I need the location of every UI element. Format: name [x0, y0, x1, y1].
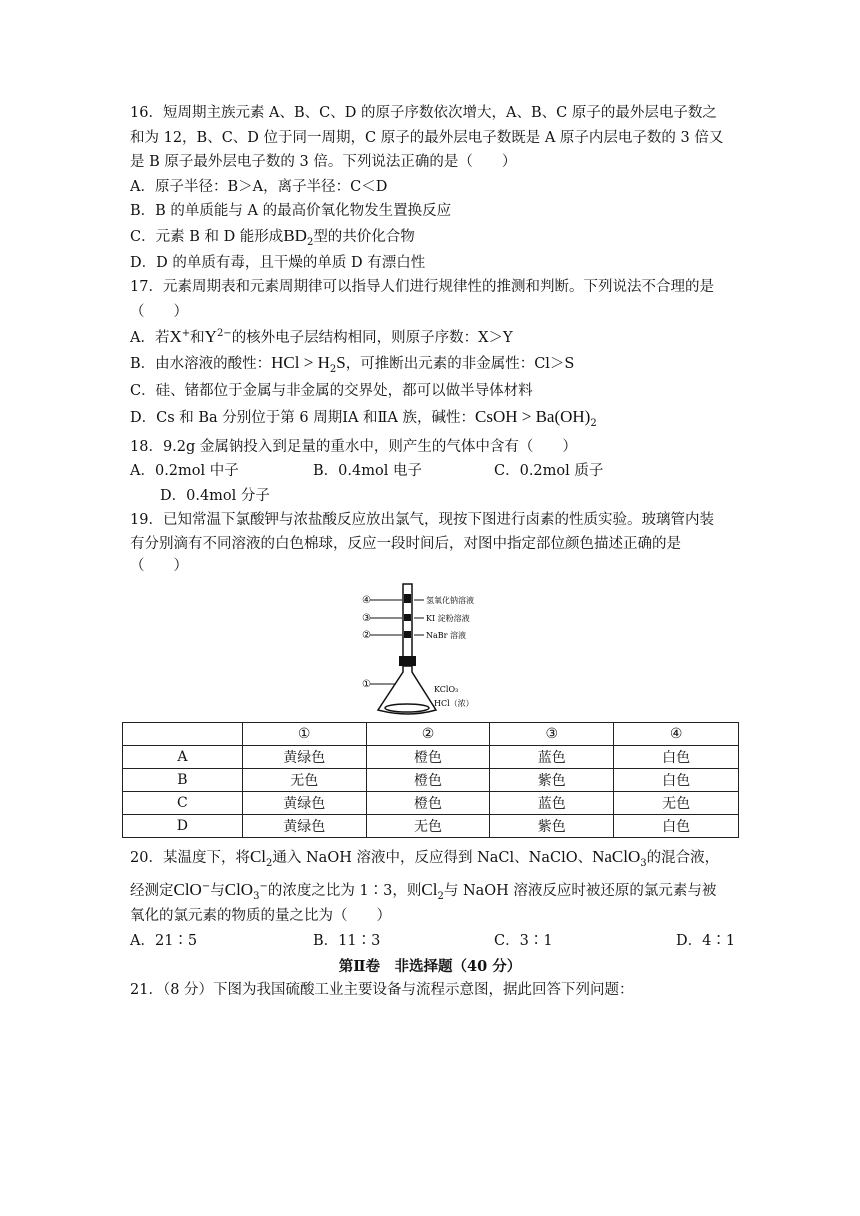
- table-row-label: B: [123, 769, 243, 792]
- q16-stem-line3: 是 B 原子最外层电子数的 3 倍。下列说法正确的是（ ）: [130, 154, 517, 170]
- table-cell: 黄绿色: [242, 746, 366, 769]
- table-cell: 无色: [366, 815, 490, 838]
- figure-text-ki: KI 淀粉溶液: [426, 614, 470, 623]
- q17-option-b: B．由水溶液的酸性：HCl > $H_2S$，可推断出元素的非金属性：Cl＞S: [130, 353, 575, 375]
- cotton-ball-2: [404, 631, 411, 638]
- q19-stem-line2: 有分别滴有不同溶液的白色棉球，反应一段时间后，对图中指定部位颜色描述正确的是: [130, 536, 681, 552]
- q18-option-b: B．0.4mol 电子: [313, 463, 422, 479]
- q16-option-a: A．原子半径：B＞A，离子半径：C＜D: [130, 179, 388, 195]
- figure-label-1: ①: [362, 679, 371, 690]
- q17-option-c: C．硅、锗都位于金属与非金属的交界处，都可以做半导体材料: [130, 383, 533, 399]
- cotton-ball-3: [404, 614, 411, 621]
- q17-stem-line1: 17．元素周期表和元素周期律可以指导人们进行规律性的推测和判断。下列说法不合理的是: [130, 279, 714, 295]
- table-cell: 无色: [614, 792, 739, 815]
- table-cell: 橙色: [366, 746, 490, 769]
- figure-text-nabr: NaBr 溶液: [426, 631, 467, 640]
- q18-option-c: C．0.2mol 质子: [494, 463, 604, 479]
- figure-text-hcl: HCl（浓）: [434, 699, 474, 708]
- table-cell: 紫色: [490, 769, 614, 792]
- q17-option-a: A．若X+和$Y^{2-}$的核外电子层结构相同，则原子序数：X＞Y: [130, 327, 513, 346]
- table-cell: 白色: [614, 815, 739, 838]
- table-cell: 橙色: [366, 769, 490, 792]
- q19-stem-line1: 19．已知常温下氯酸钾与浓盐酸反应放出氯气，现按下图进行卤素的性质实验。玻璃管内装: [130, 512, 714, 528]
- table-cell: 白色: [614, 746, 739, 769]
- table-row: [123, 746, 739, 769]
- q17-option-d: D．Cs 和 Ba 分别位于第 6 周期ⅠA 和ⅡA 族，碱性：CsOH > $Ba(OH)_2$: [130, 407, 597, 429]
- table-cell: 黄绿色: [242, 792, 366, 815]
- table-row-label: A: [123, 746, 243, 769]
- q16-stem-line1: 16．短周期主族元素 A、B、C、D 的原子序数依次增大，A、B、C 原子的最外层电子数之: [130, 105, 717, 121]
- table-cell: 白色: [614, 769, 739, 792]
- q20-stem-line3: 氧化的氯元素的物质的量之比为（ ）: [130, 908, 391, 924]
- figure-label-4: ④: [362, 595, 371, 606]
- q16-option-b: B．B 的单质能与 A 的最高价氧化物发生置换反应: [130, 203, 452, 219]
- table-row: [123, 815, 739, 838]
- table-header-cell: [123, 723, 243, 746]
- table-row-label: D: [123, 815, 243, 838]
- cotton-ball-4: [404, 594, 411, 603]
- table-cell: 蓝色: [490, 746, 614, 769]
- figure-label-2: ②: [362, 630, 371, 641]
- table-cell: 黄绿色: [242, 815, 366, 838]
- q20-option-a: A．21∶5: [130, 933, 198, 949]
- table-header-cell: ②: [366, 723, 490, 746]
- table-cell: 紫色: [490, 815, 614, 838]
- table-row: [123, 769, 739, 792]
- apparatus-figure: [362, 580, 512, 720]
- q16-stem-line2: 和为 12，B、C、D 位于同一周期，C 原子的最外层电子数既是 A 原子内层电子数的 3 倍又: [130, 130, 724, 146]
- q20-option-b: B．11∶3: [313, 933, 381, 949]
- table-header-cell: ①: [242, 723, 366, 746]
- section-ii-title: 第Ⅱ卷 非选择题（40 分）: [338, 958, 522, 975]
- table-row-label: C: [123, 792, 243, 815]
- figure-text-naoh: 氢氧化钠溶液: [426, 596, 474, 605]
- table-cell: 蓝色: [490, 792, 614, 815]
- q19-stem-line3: （ ）: [130, 558, 188, 574]
- q18-stem: 18．9.2g 金属钠投入到足量的重水中，则产生的气体中含有（ ）: [130, 439, 577, 455]
- q18-option-d: D．0.4mol 分子: [160, 488, 270, 504]
- q16-option-d: D．D 的单质有毒，且干燥的单质 D 有漂白性: [130, 255, 426, 271]
- q20-stem-line1: 20．某温度下，将$Cl_2$通入 NaOH 溶液中，反应得到 NaCl、NaClO、NaClO$_3$的混合液，: [130, 847, 720, 869]
- stopper: [399, 656, 416, 666]
- q21-stem: 21．（8 分）下图为我国硫酸工业主要设备与流程示意图，据此回答下列问题：: [130, 982, 634, 998]
- table-header-cell: ④: [614, 723, 739, 746]
- q20-option-d: D．4∶1: [676, 933, 736, 949]
- q20-option-c: C．3∶1: [494, 933, 553, 949]
- q19-answer-table: [122, 722, 739, 838]
- table-cell: 无色: [242, 769, 366, 792]
- figure-label-3: ③: [362, 613, 371, 624]
- table-row: [123, 792, 739, 815]
- table-header-row: [123, 723, 739, 746]
- q18-option-a: A．0.2mol 中子: [130, 463, 239, 479]
- q17-stem-line2: （ ）: [130, 304, 188, 320]
- figure-text-kclo3: KClO₃: [434, 685, 459, 694]
- table-cell: 橙色: [366, 792, 490, 815]
- q20-stem-line2: 经测定ClO−与ClO$_3$−的浓度之比为 1∶3，则$Cl_2$与 NaOH 溶液反应时被还原的氯元素与被: [130, 880, 717, 902]
- q16-option-c: C．元素 B 和 D 能形成$BD_2$型的共价化合物: [130, 226, 415, 248]
- table-header-cell: ③: [490, 723, 614, 746]
